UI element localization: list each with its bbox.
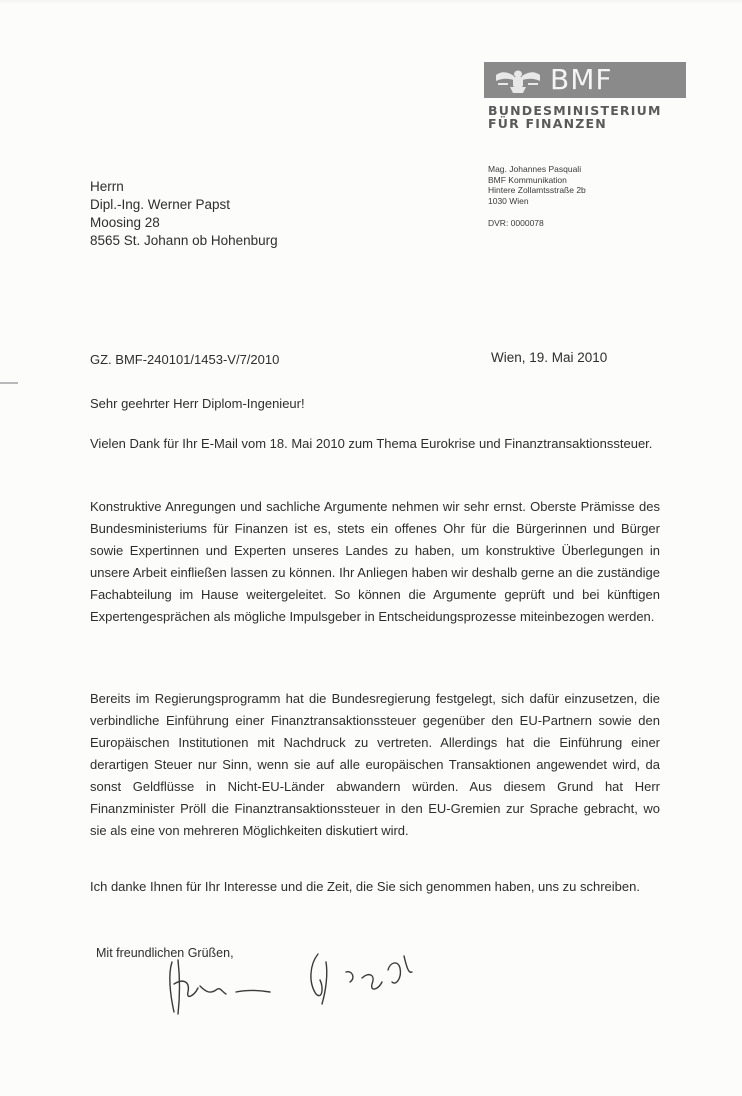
letter-date: Wien, 19. Mai 2010 bbox=[491, 350, 608, 365]
handwritten-signature-icon bbox=[150, 934, 440, 1024]
recipient-name: Dipl.-Ing. Werner Papst bbox=[90, 197, 231, 212]
closing-phrase: Mit freundlichen Grüßen, bbox=[96, 946, 234, 960]
eagle-icon bbox=[490, 65, 546, 95]
sender-address bbox=[488, 164, 586, 229]
sender-department: BMF Kommunikation bbox=[488, 174, 567, 185]
reference-number: GZ. BMF-240101/1453-V/7/2010 bbox=[90, 352, 280, 367]
sender-city: 1030 Wien bbox=[488, 195, 529, 206]
paragraph-1: Vielen Dank für Ihr E-Mail vom 18. Mai 2010 zum Thema Eurokrise und Finanztransaktionssteuer. bbox=[90, 436, 653, 451]
ministry-line-1: BUNDESMINISTERIUM bbox=[488, 103, 662, 118]
ministry-name bbox=[488, 104, 708, 130]
ministry-line-2: FÜR FINANZEN bbox=[488, 116, 607, 131]
sender-street: Hintere Zollamtsstraße 2b bbox=[488, 185, 586, 195]
recipient-street: Moosing 28 bbox=[90, 215, 160, 230]
paragraph-4: Ich danke Ihnen für Ihr Interesse und die Zeit, die Sie sich genommen haben, uns zu schreiben. bbox=[90, 879, 640, 894]
logo-text: BMF bbox=[550, 63, 613, 96]
paragraph-3: Bereits im Regierungsprogramm hat die Bundesregierung festgelegt, sich dafür einzusetzen, die verbindliche Einführung einer Finanztransaktionssteuer gegenüber den EU-Partnern sowie den Europäischen Institutionen mit Nachdruck zu vertreten. Allerdings hat die Einführung einer derartigen Steuer nur Sinn, wenn sie auf alle europäischen Transaktionen angewendet wird, da sonst Geldflüsse in Nicht-EU-Länder abwandern würden. Aus diesem Grund hat Herr Finanzminister Pröll die Finanztransaktionssteuer in den EU-Gremien zur Sprache gebracht, wo sie als eine von mehreren Möglichkeiten diskutiert wird. bbox=[90, 691, 660, 838]
recipient-city: 8565 St. Johann ob Hohenburg bbox=[90, 233, 278, 248]
bmf-logo bbox=[484, 62, 686, 98]
scan-edge-mark bbox=[0, 382, 18, 384]
sender-name: Mag. Johannes Pasquali bbox=[488, 164, 582, 174]
paragraph-2: Konstruktive Anregungen und sachliche Argumente nehmen wir sehr ernst. Oberste Prämisse des Bundesministeriums für Finanzen ist es, stets ein offenes Ohr für die Bürgerinnen und Bürger sowie Expertinnen und Experten unseres Landes zu haben, um konstruktive Überlegungen in unsere Arbeit einfließen lassen zu können. Ihr Anliegen haben wir deshalb gerne an die zuständige Fachabteilung im Hause weitergeleitet. So können die Argumente geprüft und bei künftigen Expertengesprächen als mögliche Impulsgeber in Entscheidungsprozesse miteinbezogen werden. bbox=[90, 499, 660, 624]
recipient-address bbox=[90, 178, 278, 250]
sender-dvr: DVR: 0000078 bbox=[488, 218, 544, 228]
greeting: Sehr geehrter Herr Diplom-Ingenieur! bbox=[90, 396, 305, 411]
recipient-salutation: Herrn bbox=[90, 179, 124, 194]
